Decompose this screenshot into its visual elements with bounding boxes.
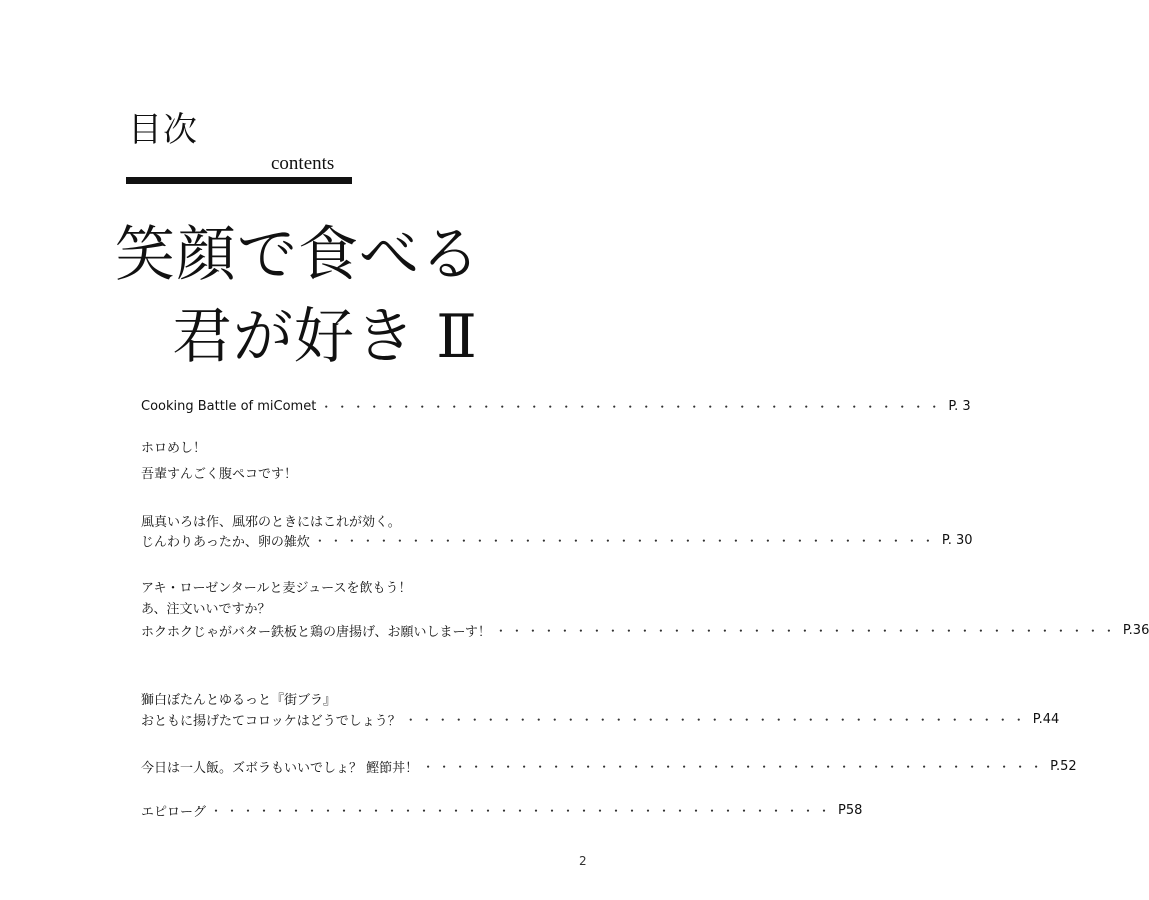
toc-entry-title: 吾輩すんごく腹ペコです！ (141, 466, 298, 482)
toc-entry-page: P58 (838, 802, 863, 818)
toc-entry-title: 獅白ぼたんとゆるっと『街ブラ』 (141, 692, 337, 708)
dot-leader: ・・・・・・・・・・・・・・・・・・・・・・・・・・・・・・・・・・・・・・・ (422, 759, 1047, 774)
dot-leader: ・・・・・・・・・・・・・・・・・・・・・・・・・・・・・・・・・・・・・・・ (210, 803, 835, 818)
toc-entry (141, 510, 571, 530)
toc-entry-title: ホクホクじゃがバター鉄板と鶏の唐揚げ、お願いしまーす！ (141, 624, 491, 640)
toc-entry-subline (141, 462, 571, 482)
toc-entry-title: 今日は一人飯。ズボラもいいでしょ？ 鰹節丼！ (141, 760, 419, 776)
toc-entry (141, 436, 571, 456)
toc-entry-title: じんわりあったか、卵の雑炊 (141, 534, 310, 550)
book-title-line-2: 君が好き Ⅱ (172, 302, 478, 372)
toc-entry-title: おともに揚げたてコロッケはどうでしょう？ (141, 713, 401, 729)
toc-subheading: contents (271, 153, 335, 174)
toc-entry (141, 396, 971, 416)
toc-entry-page: P. 30 (941, 532, 973, 548)
toc-entry-title: Cooking Battle of miComet (141, 398, 317, 414)
toc-entry-title: 風真いろは作、風邪のときにはこれが効く。 (141, 514, 401, 530)
toc-heading: 目次 (128, 110, 198, 150)
toc-entry (141, 800, 863, 820)
page-number: 2 (579, 854, 587, 868)
toc-entry-title: ホロめし！ (141, 440, 207, 456)
toc-entry (141, 688, 571, 708)
toc-entry-page: P.44 (1032, 711, 1060, 727)
toc-entry-subline (141, 597, 571, 617)
toc-entry-page: P. 3 (948, 398, 971, 414)
toc-entry-title: あ、注文いいですか？ (141, 601, 271, 617)
toc-entry-page: P.52 (1050, 758, 1077, 774)
toc-entry-title: アキ・ローゼンタールと麦ジュースを飲もう！ (141, 580, 412, 596)
toc-entry-subline (141, 709, 1060, 729)
toc-entry-page: P.36 (1122, 622, 1149, 638)
toc-entry-title: エピローグ (141, 804, 207, 820)
toc-entry-subline (141, 620, 1149, 640)
book-title-line-1: 笑顔で食べる (115, 220, 481, 290)
dot-leader: ・・・・・・・・・・・・・・・・・・・・・・・・・・・・・・・・・・・・・・・ (404, 712, 1029, 727)
dot-leader: ・・・・・・・・・・・・・・・・・・・・・・・・・・・・・・・・・・・・・・・ (313, 533, 938, 548)
toc-entry (141, 756, 1077, 776)
dot-leader: ・・・・・・・・・・・・・・・・・・・・・・・・・・・・・・・・・・・・・・・ (320, 399, 945, 414)
toc-entry-subline (141, 530, 973, 550)
toc-entry (141, 576, 571, 596)
dot-leader: ・・・・・・・・・・・・・・・・・・・・・・・・・・・・・・・・・・・・・・・ (494, 623, 1119, 638)
heading-rule (126, 177, 352, 184)
